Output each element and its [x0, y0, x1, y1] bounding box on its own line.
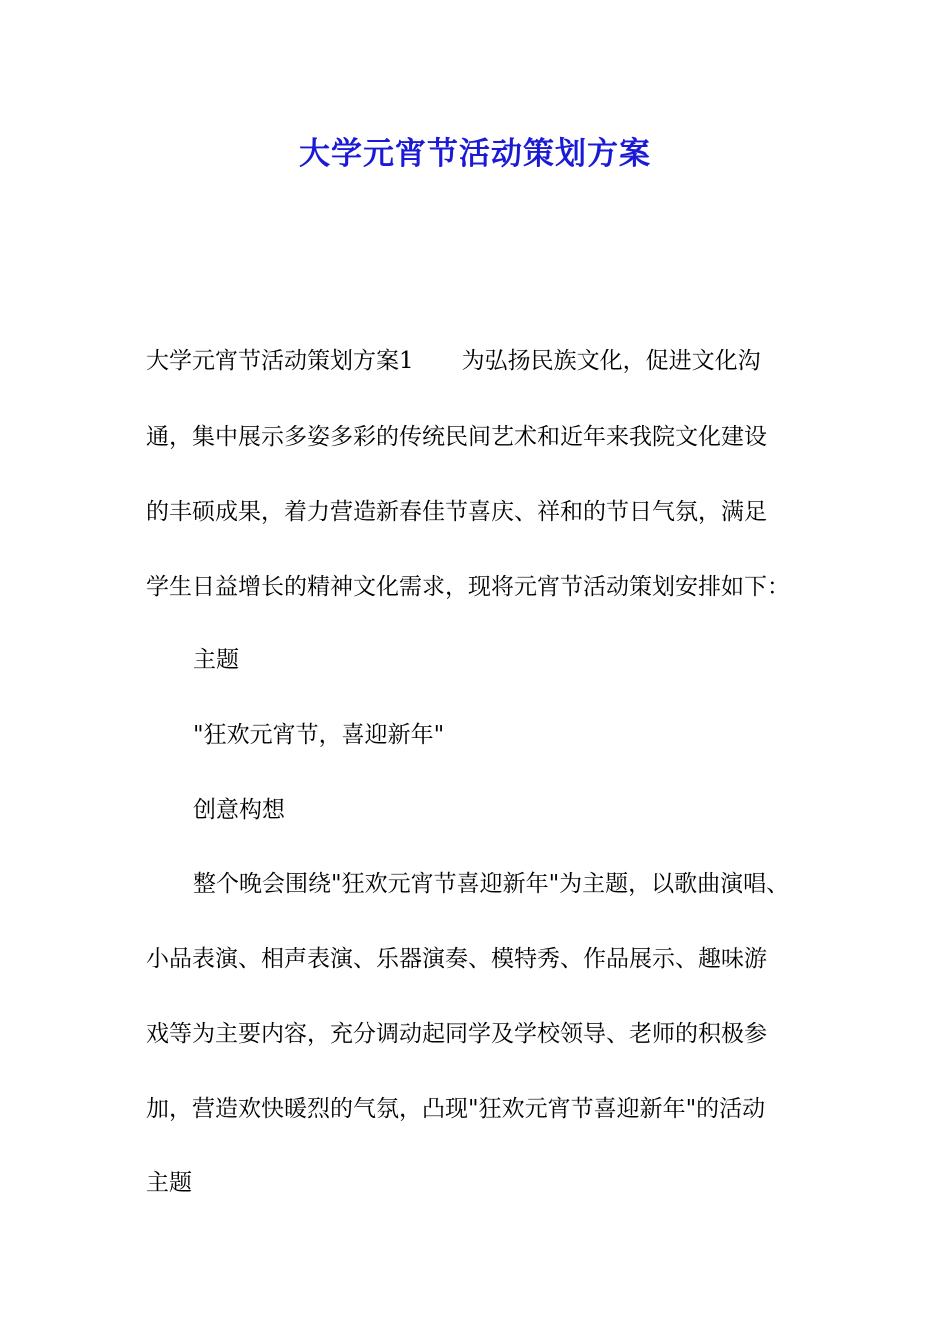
paragraph-line: 主题 — [146, 1170, 192, 1196]
paragraph-line: 通，集中展示多姿多彩的传统民间艺术和近年来我院文化建设 — [146, 424, 767, 450]
paragraph-line: 加，营造欢快暖烈的气氛，凸现"狂欢元宵节喜迎新年"的活动 — [146, 1096, 766, 1122]
paragraph-line — [146, 346, 826, 376]
paragraph-line: 戏等为主要内容，充分调动起同学及学校领导、老师的积极参 — [146, 1021, 767, 1047]
section-heading: 大学元宵节活动策划方案1 — [146, 348, 414, 374]
paragraph-line: 的丰硕成果，着力营造新春佳节喜庆、祥和的节日气氛，满足 — [146, 499, 767, 525]
paragraph-line: 整个晚会围绕"狂欢元宵节喜迎新年"为主题，以歌曲演唱、 — [193, 871, 790, 897]
paragraph-line: 学生日益增长的精神文化需求，现将元宵节活动策划安排如下： — [146, 574, 790, 600]
paragraph-text: 为弘扬民族文化，促进文化沟 — [461, 348, 761, 374]
subheading-theme: 主题 — [193, 647, 239, 673]
subheading-concept: 创意构想 — [193, 797, 285, 823]
paragraph-line: 小品表演、相声表演、乐器演奏、模特秀、作品展示、趣味游 — [146, 946, 767, 972]
theme-slogan: "狂欢元宵节，喜迎新年" — [193, 722, 445, 748]
document-title: 大学元宵节活动策划方案 — [299, 136, 651, 172]
